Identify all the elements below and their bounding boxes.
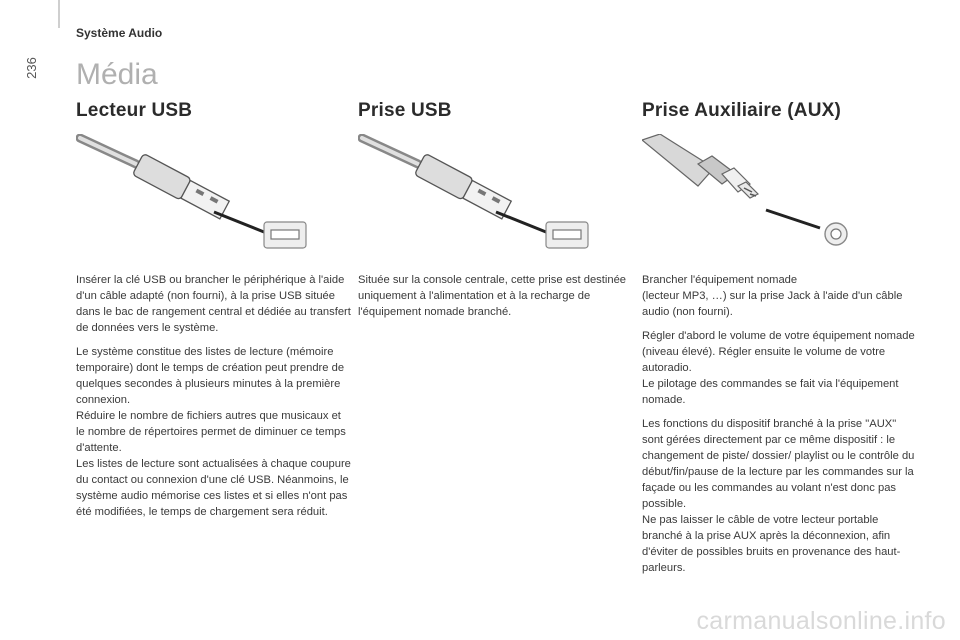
paragraph: Régler d'abord le volume de votre équipement nomade (niveau élevé). Régler ensuite le volume de votre autoradio. Le pilotage des commandes se fait via l'équipement nomade. xyxy=(642,330,915,406)
heading-prise-usb: Prise USB xyxy=(358,100,452,121)
section-label: Système Audio xyxy=(76,26,163,40)
heading-lecteur-usb: Lecteur USB xyxy=(76,100,193,121)
paragraph: Le système constitue des listes de lecture (mémoire temporaire) dont le temps de création peut prendre de quelques secondes à plusieurs minutes à la première connexion. Réduire le nombre de fichiers autres que musicaux et le nombre de répertoires permet de diminuer ce temps d'attente. Les listes de lecture sont actualisées à chaque coupure du contact ou connexion d'une clé USB. Néanmoins, le système audio mémorise ces listes et si elles n'ont pas été modifiées, le temps de chargement sera réduit. xyxy=(76,346,351,518)
page-number: 236 xyxy=(24,57,39,79)
usb-plug-icon xyxy=(76,134,316,254)
column-prise-usb xyxy=(358,100,633,318)
paragraph: Située sur la console centrale, cette prise est destinée uniquement à l'alimentation et à la recharge de l'équipement nomade branché. xyxy=(358,274,627,318)
heading-prise-aux: Prise Auxiliaire (AUX) xyxy=(642,100,842,121)
column-lecteur-usb xyxy=(76,100,351,518)
column-prise-aux xyxy=(642,100,917,574)
paragraph: Brancher l'équipement nomade (lecteur MP3, …) sur la prise Jack à l'aide d'un câble audio (non fourni). xyxy=(642,274,903,318)
text-lecteur-usb xyxy=(76,272,351,528)
margin-rule xyxy=(58,0,60,28)
page-title: Média xyxy=(76,58,158,91)
paragraph: Les fonctions du dispositif branché à la prise "AUX" sont gérées directement par ce même dispositif : le changement de piste/ dossier/ playlist ou le contrôle du début/fin/pause de la lecture par les commandes sur la façade ou les commandes au volant n'est donc pas possible. Ne pas laisser le câble de votre lecteur portable branché à la prise AUX après la déconnexion, afin d'éviter de possibles bruits en provenance des haut-parleurs. xyxy=(642,418,915,574)
text-prise-usb xyxy=(358,272,633,328)
paragraph: Insérer la clé USB ou brancher le périphérique à l'aide d'un câble adapté (non fourni), à la prise USB située dans le bac de rangement central et dédiée au transfert de données vers le système. xyxy=(76,274,351,334)
jack-plug-icon xyxy=(642,134,892,259)
text-prise-aux xyxy=(642,272,917,584)
watermark: carmanualsonline.info xyxy=(696,607,946,635)
usb-plug-icon xyxy=(358,134,598,254)
